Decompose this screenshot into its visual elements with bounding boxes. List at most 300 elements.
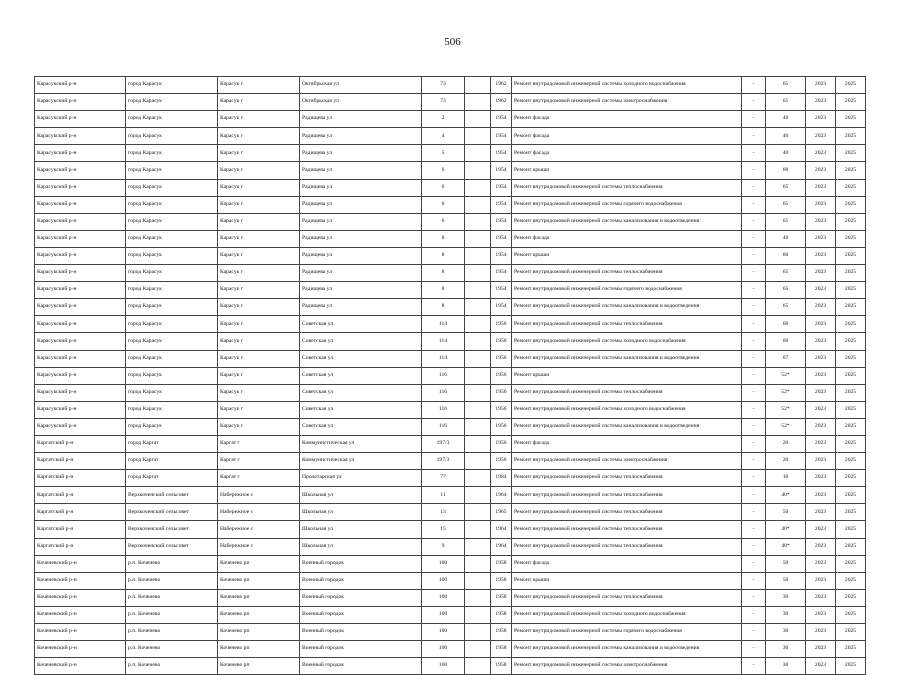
district-cell: Карасукский р-н xyxy=(35,196,126,213)
end-year-cell: 2025 xyxy=(836,179,866,196)
start-year-cell: 2023 xyxy=(806,247,836,264)
street-cell: Военный городок xyxy=(300,641,422,658)
municipality-cell: город Карасук xyxy=(126,384,218,401)
start-year-cell: 2023 xyxy=(806,179,836,196)
blank-marker-cell: - xyxy=(742,230,766,247)
end-year-cell: 2025 xyxy=(836,589,866,606)
settlement-cell: Карасук г xyxy=(218,367,300,384)
municipality-cell: город Карасук xyxy=(126,282,218,299)
house-number-cell: 8 xyxy=(422,265,465,282)
municipality-cell: город Карасук xyxy=(126,94,218,111)
wear-percent-cell: 65 xyxy=(766,213,806,230)
house-letter-cell xyxy=(465,350,491,367)
settlement-cell: Карасук г xyxy=(218,230,300,247)
house-number-cell: 100 xyxy=(422,572,465,589)
house-number-cell: 15 xyxy=(422,521,465,538)
end-year-cell: 2025 xyxy=(836,333,866,350)
house-number-cell: 114 xyxy=(422,350,465,367)
house-number-cell: 2 xyxy=(422,111,465,128)
settlement-cell: Карасук г xyxy=(218,333,300,350)
house-letter-cell xyxy=(465,162,491,179)
settlement-cell: Коченево рп xyxy=(218,624,300,641)
table-row xyxy=(35,265,866,282)
municipality-cell: город Карасук xyxy=(126,196,218,213)
house-number-cell: 6 xyxy=(422,213,465,230)
build-year-cell: 1965 xyxy=(491,504,512,521)
settlement-cell: Коченево рп xyxy=(218,658,300,675)
build-year-cell: 1956 xyxy=(491,316,512,333)
build-year-cell: 1956 xyxy=(491,367,512,384)
wear-percent-cell: 40* xyxy=(766,487,806,504)
blank-marker-cell: - xyxy=(742,624,766,641)
wear-percent-cell: 40* xyxy=(766,538,806,555)
district-cell: Каргатский р-н xyxy=(35,487,126,504)
district-cell: Карасукский р-н xyxy=(35,418,126,435)
table-row xyxy=(35,77,866,94)
house-letter-cell xyxy=(465,333,491,350)
settlement-cell: Карасук г xyxy=(218,418,300,435)
house-letter-cell xyxy=(465,589,491,606)
blank-marker-cell: - xyxy=(742,418,766,435)
municipality-cell: город Карасук xyxy=(126,230,218,247)
house-letter-cell xyxy=(465,213,491,230)
start-year-cell: 2023 xyxy=(806,624,836,641)
district-cell: Каргатский р-н xyxy=(35,470,126,487)
street-cell: Октябрьская ул xyxy=(300,77,422,94)
house-number-cell: 100 xyxy=(422,555,465,572)
house-number-cell: 9 xyxy=(422,538,465,555)
municipality-cell: р.п. Коченево xyxy=(126,589,218,606)
settlement-cell: Карасук г xyxy=(218,299,300,316)
start-year-cell: 2023 xyxy=(806,111,836,128)
end-year-cell: 2025 xyxy=(836,77,866,94)
house-number-cell: 100 xyxy=(422,658,465,675)
house-letter-cell xyxy=(465,418,491,435)
build-year-cell: 1954 xyxy=(491,213,512,230)
start-year-cell: 2023 xyxy=(806,94,836,111)
build-year-cell: 1954 xyxy=(491,196,512,213)
house-letter-cell xyxy=(465,487,491,504)
house-number-cell: 8 xyxy=(422,282,465,299)
work-type-cell: Ремонт внутридомовой инженерной системы холодного водоснабжения xyxy=(512,401,742,418)
wear-percent-cell: 30 xyxy=(766,641,806,658)
municipality-cell: город Карасук xyxy=(126,128,218,145)
end-year-cell: 2025 xyxy=(836,247,866,264)
blank-marker-cell: - xyxy=(742,367,766,384)
build-year-cell: 1958 xyxy=(491,589,512,606)
blank-marker-cell: - xyxy=(742,111,766,128)
work-type-cell: Ремонт крыши xyxy=(512,247,742,264)
work-type-cell: Ремонт фасада xyxy=(512,230,742,247)
build-year-cell: 1956 xyxy=(491,350,512,367)
street-cell: Советская ул xyxy=(300,350,422,367)
district-cell: Коченевский р-н xyxy=(35,624,126,641)
end-year-cell: 2025 xyxy=(836,658,866,675)
district-cell: Карасукский р-н xyxy=(35,316,126,333)
work-type-cell: Ремонт внутридомовой инженерной системы теплоснабжения xyxy=(512,521,742,538)
wear-percent-cell: 10 xyxy=(766,470,806,487)
house-number-cell: 73 xyxy=(422,94,465,111)
house-number-cell: 114 xyxy=(422,333,465,350)
house-letter-cell xyxy=(465,111,491,128)
street-cell: Радищева ул xyxy=(300,230,422,247)
municipality-cell: город Карасук xyxy=(126,162,218,179)
street-cell: Советская ул xyxy=(300,384,422,401)
district-cell: Коченевский р-н xyxy=(35,658,126,675)
settlement-cell: Карасук г xyxy=(218,94,300,111)
house-number-cell: 5 xyxy=(422,145,465,162)
table-row xyxy=(35,213,866,230)
table-row xyxy=(35,521,866,538)
build-year-cell: 1954 xyxy=(491,299,512,316)
municipality-cell: город Карасук xyxy=(126,367,218,384)
end-year-cell: 2025 xyxy=(836,641,866,658)
blank-marker-cell: - xyxy=(742,333,766,350)
table-row xyxy=(35,641,866,658)
house-letter-cell xyxy=(465,401,491,418)
house-letter-cell xyxy=(465,282,491,299)
settlement-cell: Карасук г xyxy=(218,282,300,299)
work-type-cell: Ремонт внутридомовой инженерной системы горячего водоснабжения xyxy=(512,282,742,299)
street-cell: Радищева ул xyxy=(300,265,422,282)
end-year-cell: 2025 xyxy=(836,521,866,538)
wear-percent-cell: 20 xyxy=(766,453,806,470)
work-type-cell: Ремонт внутридомовой инженерной системы теплоснабжения xyxy=(512,487,742,504)
start-year-cell: 2023 xyxy=(806,299,836,316)
work-type-cell: Ремонт внутридомовой инженерной системы теплоснабжения xyxy=(512,384,742,401)
district-cell: Карасукский р-н xyxy=(35,230,126,247)
start-year-cell: 2023 xyxy=(806,589,836,606)
settlement-cell: Карасук г xyxy=(218,179,300,196)
municipality-cell: р.п. Коченево xyxy=(126,624,218,641)
blank-marker-cell: - xyxy=(742,282,766,299)
district-cell: Каргатский р-н xyxy=(35,504,126,521)
house-number-cell: 6 xyxy=(422,179,465,196)
district-cell: Коченевский р-н xyxy=(35,641,126,658)
wear-percent-cell: 65 xyxy=(766,265,806,282)
table-row xyxy=(35,401,866,418)
house-letter-cell xyxy=(465,572,491,589)
table-row xyxy=(35,555,866,572)
build-year-cell: 1964 xyxy=(491,538,512,555)
street-cell: Военный городок xyxy=(300,624,422,641)
wear-percent-cell: 30 xyxy=(766,606,806,623)
house-number-cell: 73 xyxy=(422,77,465,94)
work-type-cell: Ремонт фасада xyxy=(512,111,742,128)
municipality-cell: город Карасук xyxy=(126,265,218,282)
table-row xyxy=(35,453,866,470)
district-cell: Карасукский р-н xyxy=(35,145,126,162)
municipality-cell: р.п. Коченево xyxy=(126,641,218,658)
table-row xyxy=(35,572,866,589)
municipality-cell: город Карасук xyxy=(126,179,218,196)
end-year-cell: 2025 xyxy=(836,350,866,367)
end-year-cell: 2025 xyxy=(836,230,866,247)
wear-percent-cell: 65 xyxy=(766,282,806,299)
street-cell: Коммунистическая ул xyxy=(300,435,422,452)
district-cell: Каргатский р-н xyxy=(35,435,126,452)
table-row xyxy=(35,128,866,145)
district-cell: Карасукский р-н xyxy=(35,367,126,384)
wear-percent-cell: 50 xyxy=(766,572,806,589)
build-year-cell: 1958 xyxy=(491,555,512,572)
blank-marker-cell: - xyxy=(742,384,766,401)
house-letter-cell xyxy=(465,316,491,333)
municipality-cell: город Каргат xyxy=(126,470,218,487)
blank-marker-cell: - xyxy=(742,196,766,213)
street-cell: Радищева ул xyxy=(300,128,422,145)
start-year-cell: 2023 xyxy=(806,572,836,589)
start-year-cell: 2023 xyxy=(806,145,836,162)
end-year-cell: 2025 xyxy=(836,504,866,521)
table-row xyxy=(35,179,866,196)
blank-marker-cell: - xyxy=(742,435,766,452)
table-row xyxy=(35,196,866,213)
district-cell: Коченевский р-н xyxy=(35,589,126,606)
end-year-cell: 2025 xyxy=(836,401,866,418)
district-cell: Карасукский р-н xyxy=(35,265,126,282)
start-year-cell: 2023 xyxy=(806,230,836,247)
wear-percent-cell: 65 xyxy=(766,196,806,213)
blank-marker-cell: - xyxy=(742,538,766,555)
start-year-cell: 2023 xyxy=(806,384,836,401)
settlement-cell: Каргат г xyxy=(218,453,300,470)
municipality-cell: город Каргат xyxy=(126,453,218,470)
house-letter-cell xyxy=(465,145,491,162)
district-cell: Карасукский р-н xyxy=(35,350,126,367)
work-type-cell: Ремонт крыши xyxy=(512,162,742,179)
end-year-cell: 2025 xyxy=(836,111,866,128)
settlement-cell: Каргат г xyxy=(218,435,300,452)
settlement-cell: Коченево рп xyxy=(218,606,300,623)
house-letter-cell xyxy=(465,470,491,487)
settlement-cell: Каргат г xyxy=(218,470,300,487)
blank-marker-cell: - xyxy=(742,213,766,230)
work-type-cell: Ремонт внутридомовой инженерной системы холодного водоснабжения xyxy=(512,333,742,350)
municipality-cell: Верхкоченский сельсовет xyxy=(126,504,218,521)
blank-marker-cell: - xyxy=(742,487,766,504)
end-year-cell: 2025 xyxy=(836,265,866,282)
start-year-cell: 2023 xyxy=(806,470,836,487)
table-row xyxy=(35,299,866,316)
blank-marker-cell: - xyxy=(742,316,766,333)
table-row xyxy=(35,418,866,435)
work-type-cell: Ремонт внутридомовой инженерной системы электроснабжения xyxy=(512,658,742,675)
blank-marker-cell: - xyxy=(742,504,766,521)
house-letter-cell xyxy=(465,658,491,675)
table-row xyxy=(35,384,866,401)
page-number: 506 xyxy=(444,36,461,48)
municipality-cell: Верхкоченский сельсовет xyxy=(126,487,218,504)
house-number-cell: 100 xyxy=(422,624,465,641)
district-cell: Карасукский р-н xyxy=(35,213,126,230)
build-year-cell: 1956 xyxy=(491,435,512,452)
work-type-cell: Ремонт внутридомовой инженерной системы теплоснабжения xyxy=(512,316,742,333)
wear-percent-cell: 65 xyxy=(766,179,806,196)
house-letter-cell xyxy=(465,435,491,452)
district-cell: Коченевский р-н xyxy=(35,572,126,589)
end-year-cell: 2025 xyxy=(836,196,866,213)
end-year-cell: 2025 xyxy=(836,572,866,589)
table-row xyxy=(35,333,866,350)
wear-percent-cell: 40* xyxy=(766,521,806,538)
street-cell: Советская ул xyxy=(300,418,422,435)
settlement-cell: Карасук г xyxy=(218,145,300,162)
municipality-cell: Верхкоченский сельсовет xyxy=(126,538,218,555)
blank-marker-cell: - xyxy=(742,179,766,196)
settlement-cell: Коченево рп xyxy=(218,589,300,606)
build-year-cell: 1956 xyxy=(491,453,512,470)
district-cell: Карасукский р-н xyxy=(35,247,126,264)
build-year-cell: 1958 xyxy=(491,658,512,675)
street-cell: Радищева ул xyxy=(300,213,422,230)
district-cell: Карасукский р-н xyxy=(35,162,126,179)
build-year-cell: 1954 xyxy=(491,179,512,196)
settlement-cell: Коченево рп xyxy=(218,641,300,658)
municipality-cell: город Карасук xyxy=(126,316,218,333)
municipality-cell: р.п. Коченево xyxy=(126,555,218,572)
district-cell: Карасукский р-н xyxy=(35,401,126,418)
house-number-cell: 116 xyxy=(422,401,465,418)
start-year-cell: 2023 xyxy=(806,555,836,572)
table-row xyxy=(35,247,866,264)
wear-percent-cell: 52* xyxy=(766,418,806,435)
municipality-cell: город Карасук xyxy=(126,333,218,350)
work-type-cell: Ремонт внутридомовой инженерной системы теплоснабжения xyxy=(512,470,742,487)
build-year-cell: 1984 xyxy=(491,470,512,487)
registry-body xyxy=(35,77,866,675)
district-cell: Коченевский р-н xyxy=(35,606,126,623)
blank-marker-cell: - xyxy=(742,145,766,162)
wear-percent-cell: 65 xyxy=(766,94,806,111)
wear-percent-cell: 30 xyxy=(766,658,806,675)
street-cell: Военный городок xyxy=(300,589,422,606)
wear-percent-cell: 30 xyxy=(766,589,806,606)
table-row xyxy=(35,367,866,384)
street-cell: Военный городок xyxy=(300,606,422,623)
work-type-cell: Ремонт внутридомовой инженерной системы теплоснабжения xyxy=(512,589,742,606)
house-number-cell: 116 xyxy=(422,367,465,384)
build-year-cell: 1956 xyxy=(491,384,512,401)
start-year-cell: 2023 xyxy=(806,453,836,470)
house-number-cell: 13 xyxy=(422,504,465,521)
work-type-cell: Ремонт внутридомовой инженерной системы канализования и водоотведения xyxy=(512,350,742,367)
table-row xyxy=(35,538,866,555)
district-cell: Карасукский р-н xyxy=(35,333,126,350)
street-cell: Радищева ул xyxy=(300,179,422,196)
end-year-cell: 2025 xyxy=(836,299,866,316)
house-number-cell: 8 xyxy=(422,230,465,247)
wear-percent-cell: 40 xyxy=(766,111,806,128)
municipality-cell: город Каргат xyxy=(126,435,218,452)
house-letter-cell xyxy=(465,624,491,641)
build-year-cell: 1958 xyxy=(491,624,512,641)
blank-marker-cell: - xyxy=(742,247,766,264)
house-number-cell: 8 xyxy=(422,247,465,264)
build-year-cell: 1958 xyxy=(491,641,512,658)
municipality-cell: город Карасук xyxy=(126,145,218,162)
work-type-cell: Ремонт фасада xyxy=(512,128,742,145)
street-cell: Военный городок xyxy=(300,555,422,572)
municipality-cell: город Карасук xyxy=(126,111,218,128)
work-type-cell: Ремонт внутридомовой инженерной системы электроснабжения xyxy=(512,453,742,470)
build-year-cell: 1956 xyxy=(491,333,512,350)
house-letter-cell xyxy=(465,230,491,247)
street-cell: Советская ул xyxy=(300,316,422,333)
house-letter-cell xyxy=(465,77,491,94)
build-year-cell: 1954 xyxy=(491,128,512,145)
work-type-cell: Ремонт внутридомовой инженерной системы горячего водоснабжения xyxy=(512,196,742,213)
house-number-cell: 116 xyxy=(422,418,465,435)
wear-percent-cell: 20 xyxy=(766,435,806,452)
wear-percent-cell: 60 xyxy=(766,333,806,350)
work-type-cell: Ремонт внутридомовой инженерной системы теплоснабжения xyxy=(512,265,742,282)
end-year-cell: 2025 xyxy=(836,213,866,230)
district-cell: Каргатский р-н xyxy=(35,521,126,538)
house-letter-cell xyxy=(465,606,491,623)
house-number-cell: 4 xyxy=(422,128,465,145)
house-letter-cell xyxy=(465,538,491,555)
build-year-cell: 1954 xyxy=(491,111,512,128)
street-cell: Октябрьская ул xyxy=(300,94,422,111)
settlement-cell: Карасук г xyxy=(218,265,300,282)
table-row xyxy=(35,94,866,111)
start-year-cell: 2023 xyxy=(806,367,836,384)
blank-marker-cell: - xyxy=(742,265,766,282)
street-cell: Радищева ул xyxy=(300,196,422,213)
start-year-cell: 2023 xyxy=(806,606,836,623)
wear-percent-cell: 60 xyxy=(766,162,806,179)
house-letter-cell xyxy=(465,367,491,384)
house-number-cell: 100 xyxy=(422,641,465,658)
wear-percent-cell: 65 xyxy=(766,299,806,316)
street-cell: Коммунистическая ул xyxy=(300,453,422,470)
work-type-cell: Ремонт внутридомовой инженерной системы электроснабжения xyxy=(512,94,742,111)
end-year-cell: 2025 xyxy=(836,606,866,623)
street-cell: Радищева ул xyxy=(300,282,422,299)
municipality-cell: город Карасук xyxy=(126,247,218,264)
street-cell: Радищева ул xyxy=(300,299,422,316)
start-year-cell: 2023 xyxy=(806,435,836,452)
municipality-cell: город Карасук xyxy=(126,418,218,435)
table-row xyxy=(35,589,866,606)
table-row xyxy=(35,658,866,675)
street-cell: Радищева ул xyxy=(300,111,422,128)
work-type-cell: Ремонт внутридомовой инженерной системы канализования и водоотведения xyxy=(512,299,742,316)
end-year-cell: 2025 xyxy=(836,128,866,145)
street-cell: Школьная ул xyxy=(300,538,422,555)
street-cell: Школьная ул xyxy=(300,487,422,504)
district-cell: Карасукский р-н xyxy=(35,94,126,111)
blank-marker-cell: - xyxy=(742,128,766,145)
wear-percent-cell: 50 xyxy=(766,555,806,572)
build-year-cell: 1954 xyxy=(491,145,512,162)
blank-marker-cell: - xyxy=(742,521,766,538)
table-row xyxy=(35,111,866,128)
municipality-cell: город Карасук xyxy=(126,299,218,316)
house-number-cell: 11 xyxy=(422,487,465,504)
work-type-cell: Ремонт внутридомовой инженерной системы холодного водоснабжения xyxy=(512,606,742,623)
start-year-cell: 2023 xyxy=(806,504,836,521)
work-type-cell: Ремонт внутридомовой инженерной системы теплоснабжения xyxy=(512,179,742,196)
wear-percent-cell: 67 xyxy=(766,350,806,367)
blank-marker-cell: - xyxy=(742,77,766,94)
settlement-cell: Карасук г xyxy=(218,162,300,179)
street-cell: Пролетарская ул xyxy=(300,470,422,487)
blank-marker-cell: - xyxy=(742,299,766,316)
street-cell: Школьная ул xyxy=(300,504,422,521)
work-type-cell: Ремонт внутридомовой инженерной системы канализования и водоотведения xyxy=(512,213,742,230)
